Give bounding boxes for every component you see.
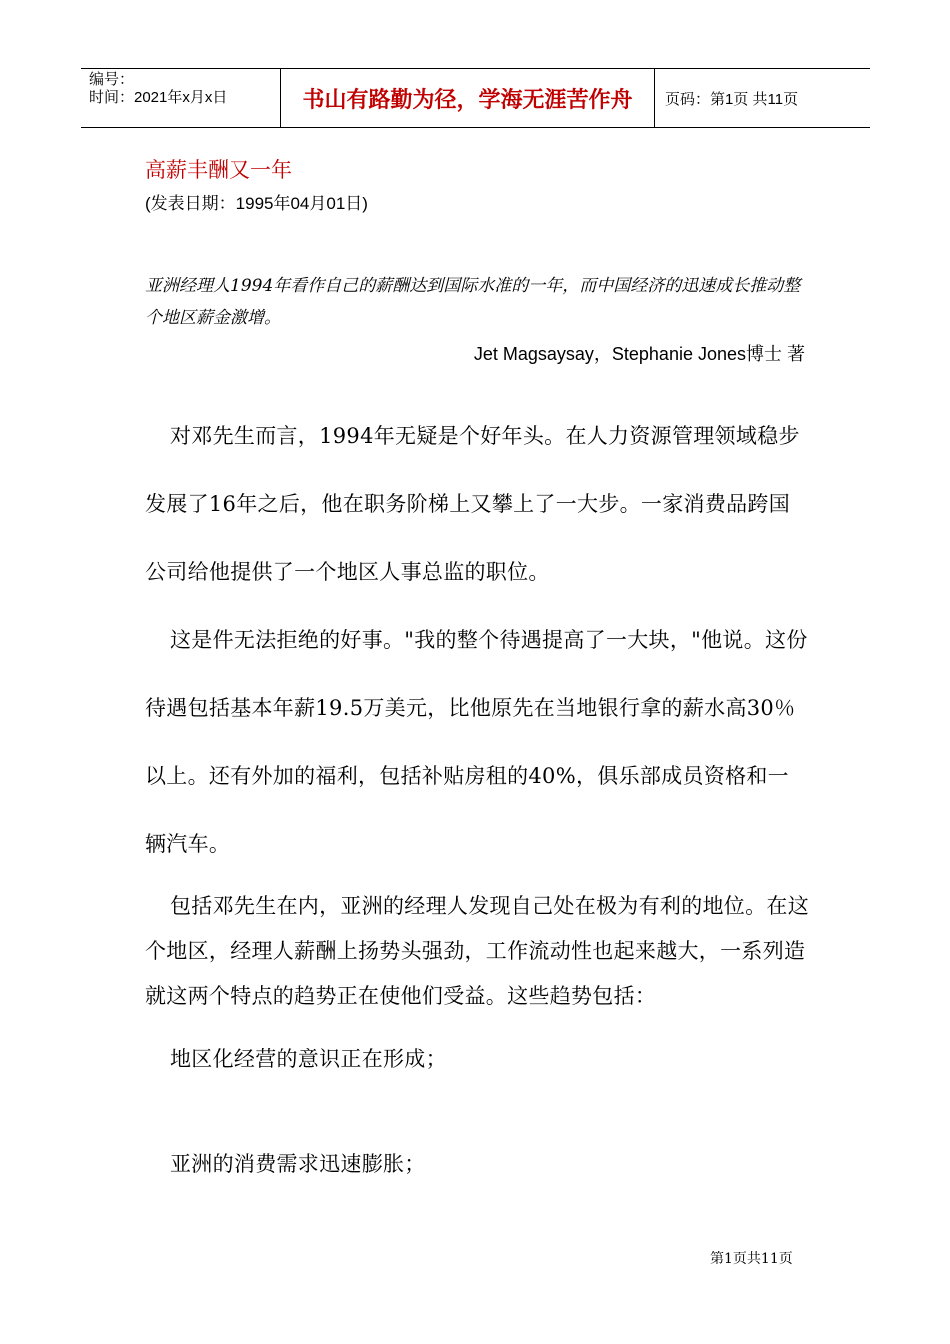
- header-motto: 书山有路勤为径，学海无涯苦作舟: [281, 69, 655, 127]
- trend-item: 亚洲的消费需求迅速膨胀；: [170, 1152, 426, 1176]
- body-paragraph: 包括邓先生在内，亚洲的经理人发现自己处在极为有利的地位。在这个地区，经理人薪酬上扬势头强劲，工作流动性也起来越大，一系列造就这两个特点的趋势正在使他们受益。这些趋势包括：: [145, 894, 809, 1008]
- article-title: 高薪丰酬又一年: [145, 158, 292, 182]
- header-number: 编号：: [89, 71, 135, 88]
- page-header: [81, 68, 870, 128]
- trend-item: 地区化经营的意识正在形成；: [170, 1047, 447, 1071]
- article-lead: 亚洲经理人1994年看作自己的薪酬达到国际水准的一年，而中国经济的迅速成长推动整个地区薪金激增。: [145, 276, 801, 328]
- body-paragraph: 这是件无法拒绝的好事。"我的整个待遇提高了一大块，"他说。这份待遇包括基本年薪19.5万美元，比他原先在当地银行拿的薪水高30％以上。还有外加的福利，包括补贴房租的40%，俱乐部成员资格和一辆汽车。: [145, 628, 808, 856]
- article-authors: Jet Magsaysay，Stephanie Jones博士 著: [473, 344, 805, 364]
- publish-date: (发表日期：1995年04月01日): [145, 194, 368, 213]
- page-footer: 第1页共11页: [710, 1251, 793, 1267]
- header-page-number: 页码：第1页 共11页: [665, 90, 799, 108]
- header-date: 时间：2021年x月x日: [89, 89, 228, 106]
- body-paragraph: 对邓先生而言，1994年无疑是个好年头。在人力资源管理领域稳步发展了16年之后，他在职务阶梯上又攀上了一大步。一家消费品跨国公司给他提供了一个地区人事总监的职位。: [145, 424, 800, 584]
- header-info-cell: [81, 69, 281, 127]
